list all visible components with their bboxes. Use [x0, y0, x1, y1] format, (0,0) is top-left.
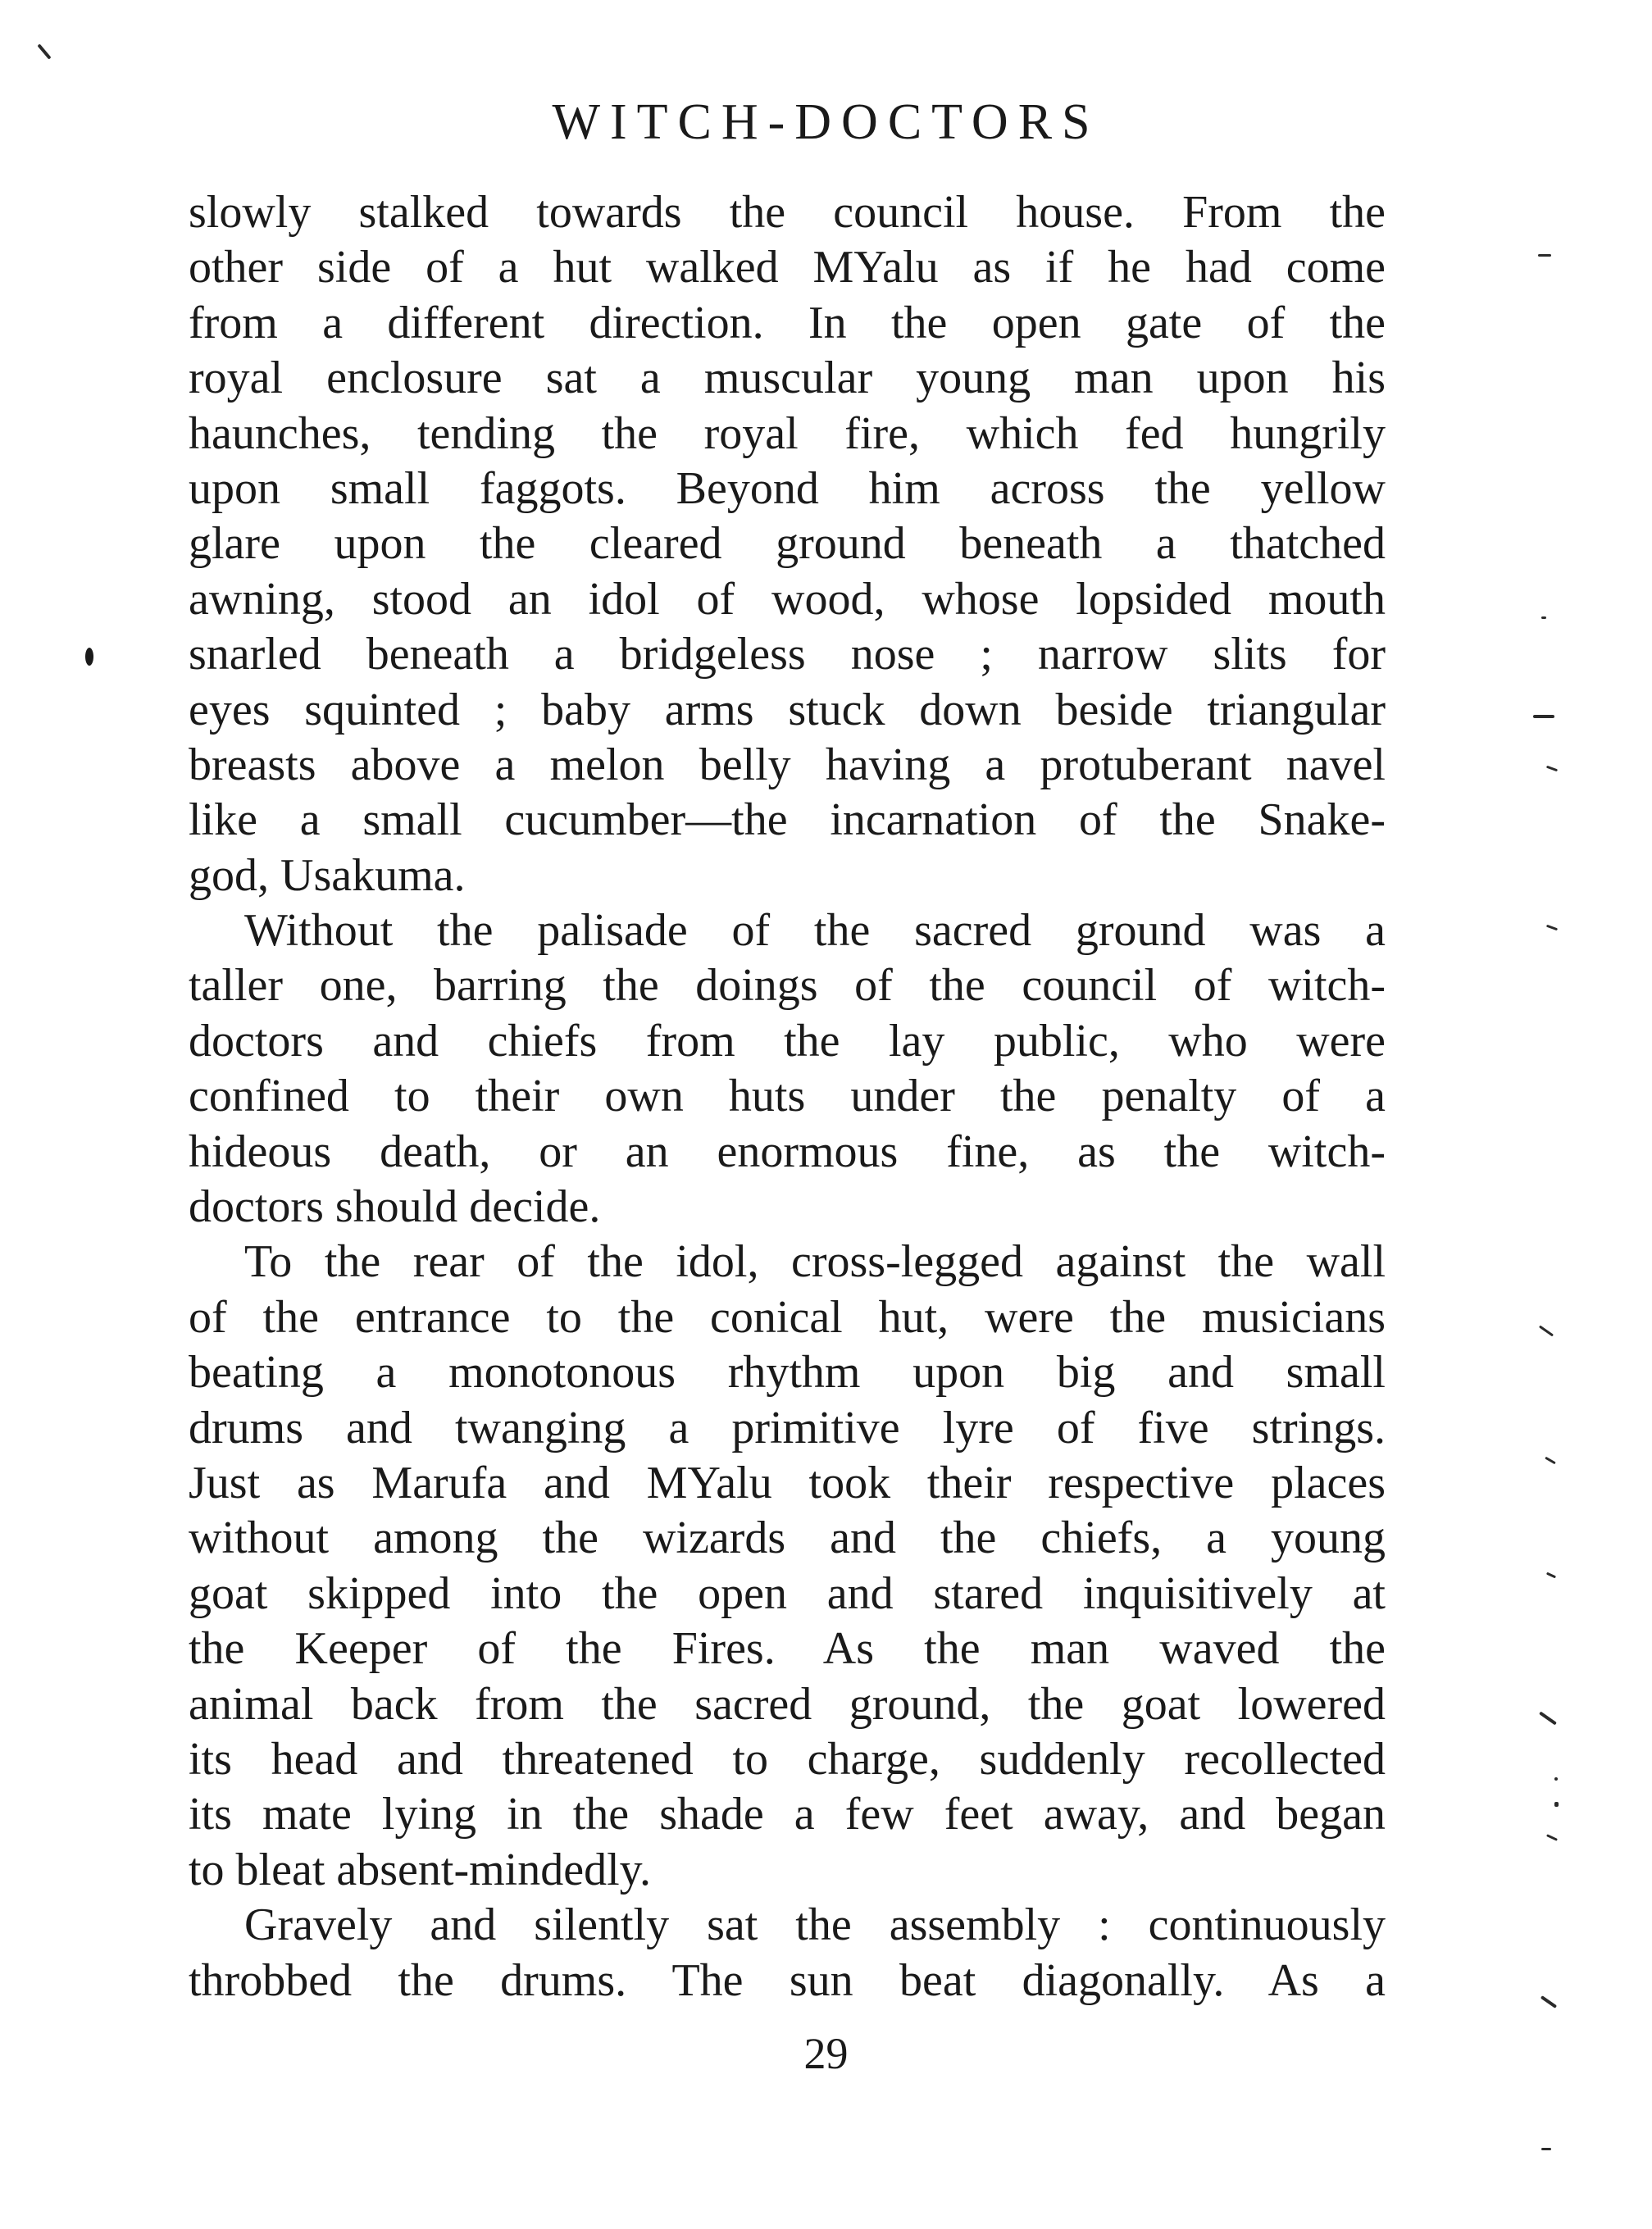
text-line: doctors and chiefs from the lay public, who were [189, 1015, 1386, 1067]
paragraph-1 [189, 185, 1386, 903]
text-line: Gravely and silently sat the assembly : continuously [244, 1899, 1386, 1951]
scan-mark [1538, 254, 1551, 257]
text-line: the Keeper of the Fires. As the man waved the [189, 1623, 1386, 1675]
scan-mark [37, 43, 51, 59]
text-line: doctors should decide. [189, 1181, 601, 1233]
scan-mark [1539, 1326, 1554, 1337]
scan-mark [1533, 715, 1554, 718]
text-line: To the rear of the idol, cross-legged against the wall [244, 1236, 1386, 1288]
scan-mark [85, 648, 93, 666]
scan-mark [1554, 1777, 1558, 1781]
scan-mark [1541, 2148, 1551, 2150]
scan-mark [1545, 1457, 1556, 1465]
scan-mark [1546, 925, 1558, 931]
paragraph-4 [189, 1898, 1386, 2008]
text-line: goat skipped into the open and stared inquisitively at [189, 1567, 1386, 1619]
text-line: eyes squinted ; baby arms stuck down beside triangular [189, 684, 1386, 735]
text-line: haunches, tending the royal fire, which fed hungrily [189, 407, 1386, 459]
text-line: confined to their own huts under the penalty of a [189, 1071, 1386, 1122]
text-line: awning, stood an idol of wood, whose lopsided mouth [189, 573, 1386, 625]
text-line: upon small faggots. Beyond him across the yellow [189, 462, 1386, 514]
text-line: from a different direction. In the open gate of the [189, 297, 1386, 348]
page-number: 29 [803, 2029, 849, 2078]
text-line: animal back from the sacred ground, the goat lowered [189, 1678, 1386, 1730]
scan-mark [1546, 766, 1558, 772]
text-line: Just as Marufa and MYalu took their respective places [189, 1457, 1386, 1508]
text-line: drums and twanging a primitive lyre of five strings. [189, 1402, 1386, 1453]
text-line: god, Usakuma. [189, 849, 466, 901]
body-text [189, 185, 1386, 2008]
running-head: WITCH-DOCTORS [552, 94, 1100, 150]
text-line: other side of a hut walked MYalu as if he had come [189, 242, 1386, 293]
text-line: glare upon the cleared ground beneath a thatched [189, 518, 1386, 570]
text-line: beating a monotonous rhythm upon big and small [189, 1347, 1386, 1399]
scan-mark [1541, 1995, 1557, 2008]
text-line: throbbed the drums. The sun beat diagonally. As a [189, 1954, 1386, 2006]
text-line: to bleat absent-mindedly. [189, 1844, 651, 1895]
scan-mark [1554, 1802, 1559, 1807]
text-line: like a small cucumber—the incarnation of the Snake- [189, 794, 1386, 846]
text-line: its head and threatened to charge, suddenly recollected [189, 1733, 1386, 1785]
text-line: without among the wizards and the chiefs, a young [189, 1513, 1386, 1564]
text-line: slowly stalked towards the council house. From the [189, 187, 1386, 238]
text-line: Without the palisade of the sacred ground was a [244, 905, 1386, 957]
scan-mark [1546, 1572, 1556, 1579]
scan-mark [1541, 616, 1546, 619]
text-line: snarled beneath a bridgeless nose ; narrow slits for [189, 629, 1386, 680]
text-line: royal enclosure sat a muscular young man upon his [189, 353, 1386, 404]
scan-mark [1539, 1711, 1557, 1725]
text-line: taller one, barring the doings of the council of witch- [189, 960, 1386, 1012]
text-line: breasts above a melon belly having a protuberant navel [189, 739, 1386, 790]
paragraph-2 [189, 903, 1386, 1235]
text-line: of the entrance to the conical hut, were the musicians [189, 1291, 1386, 1343]
scan-mark [1546, 1834, 1558, 1841]
text-line: its mate lying in the shade a few feet away, and began [189, 1789, 1386, 1840]
text-line: hideous death, or an enormous fine, as the witch- [189, 1126, 1386, 1177]
paragraph-3 [189, 1235, 1386, 1898]
